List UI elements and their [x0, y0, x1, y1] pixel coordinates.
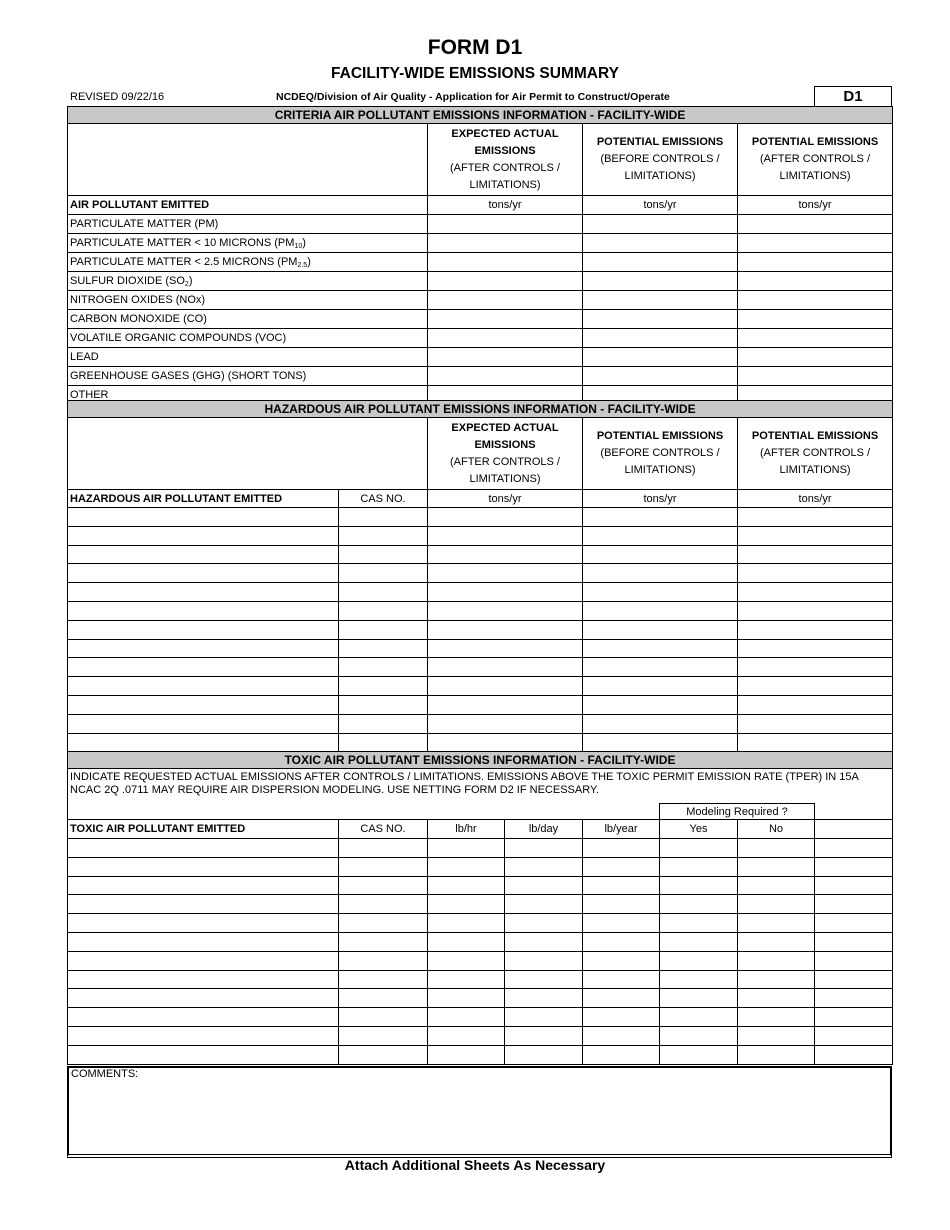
lb-hr-cell[interactable] [428, 857, 505, 876]
tap-name-cell[interactable] [68, 932, 339, 951]
lb-year-cell[interactable] [583, 857, 660, 876]
emission-input-cell[interactable] [428, 714, 583, 733]
revision-date: REVISED 09/22/16 [70, 91, 165, 103]
modeling-no-cell[interactable] [738, 932, 815, 951]
tap-name-cell[interactable] [68, 970, 339, 989]
hap-row [68, 695, 893, 714]
modeling-yes-cell[interactable] [660, 1026, 738, 1045]
emission-input-cell[interactable] [738, 620, 893, 639]
footer-note: Attach Additional Sheets As Necessary [344, 1157, 606, 1173]
hazardous-column-headers [68, 418, 893, 490]
modeling-no-cell[interactable] [738, 1008, 815, 1027]
hap-row [68, 545, 893, 564]
lb-year-header: lb/year [583, 820, 660, 839]
column-header-qualifier: (AFTER CONTROLS / LIMITATIONS) [760, 447, 871, 476]
cas-cell[interactable] [339, 876, 428, 895]
emission-input-cell[interactable] [738, 658, 893, 677]
tap-row [68, 876, 893, 895]
column-header-2 [583, 124, 738, 196]
lb-day-cell[interactable] [505, 876, 583, 895]
extra-cell[interactable] [815, 914, 893, 933]
emission-input-cell[interactable] [583, 508, 738, 527]
pollutant-row [68, 234, 893, 253]
emission-input-cell[interactable] [738, 215, 893, 234]
lb-hr-cell[interactable] [428, 932, 505, 951]
cas-cell[interactable] [339, 545, 428, 564]
tap-name-cell[interactable] [68, 989, 339, 1008]
emission-input-cell[interactable] [738, 291, 893, 310]
modeling-yes-cell[interactable] [660, 839, 738, 858]
emission-input-cell[interactable] [583, 253, 738, 272]
lb-hr-cell[interactable] [428, 914, 505, 933]
lb-day-header: lb/day [505, 820, 583, 839]
column-header-qualifier: (BEFORE CONTROLS / LIMITATIONS) [600, 153, 720, 182]
criteria-column-headers [68, 124, 893, 196]
lb-year-cell[interactable] [583, 839, 660, 858]
cas-cell[interactable] [339, 1026, 428, 1045]
lb-day-cell[interactable] [505, 951, 583, 970]
cas-cell[interactable] [339, 508, 428, 527]
modeling-yes-cell[interactable] [660, 1008, 738, 1027]
emission-input-cell[interactable] [583, 234, 738, 253]
cas-cell[interactable] [339, 857, 428, 876]
unit-label: tons/yr [583, 196, 738, 215]
pollutant-label: LEAD [68, 348, 428, 367]
cas-cell[interactable] [339, 658, 428, 677]
emission-input-cell[interactable] [428, 367, 583, 386]
spacer-cell [815, 804, 893, 820]
hap-row [68, 583, 893, 602]
cas-cell[interactable] [339, 564, 428, 583]
emission-input-cell[interactable] [738, 329, 893, 348]
lb-day-cell[interactable] [505, 839, 583, 858]
yes-header: Yes [660, 820, 738, 839]
criteria-table [67, 106, 893, 405]
emission-input-cell[interactable] [583, 215, 738, 234]
hap-header: HAZARDOUS AIR POLLUTANT EMITTED [68, 490, 339, 508]
lb-year-cell[interactable] [583, 914, 660, 933]
emission-input-cell[interactable] [428, 658, 583, 677]
form-subtitle: FACILITY-WIDE EMISSIONS SUMMARY [331, 65, 619, 82]
extra-cell[interactable] [815, 970, 893, 989]
emission-input-cell[interactable] [738, 310, 893, 329]
emission-input-cell[interactable] [738, 272, 893, 291]
pollutant-label: OTHER [68, 386, 428, 405]
emission-input-cell[interactable] [738, 545, 893, 564]
lb-hr-cell[interactable] [428, 970, 505, 989]
cas-cell[interactable] [339, 1045, 428, 1064]
lb-year-cell[interactable] [583, 970, 660, 989]
modeling-no-cell[interactable] [738, 1045, 815, 1064]
modeling-no-cell[interactable] [738, 989, 815, 1008]
lb-year-cell[interactable] [583, 895, 660, 914]
tap-name-cell[interactable] [68, 895, 339, 914]
cas-cell[interactable] [339, 895, 428, 914]
cas-cell[interactable] [339, 932, 428, 951]
lb-day-cell[interactable] [505, 1045, 583, 1064]
tap-row [68, 1026, 893, 1045]
hap-row [68, 508, 893, 527]
cas-cell[interactable] [339, 839, 428, 858]
column-header-1 [428, 418, 583, 490]
extra-cell[interactable] [815, 1045, 893, 1064]
emission-input-cell[interactable] [738, 677, 893, 696]
emission-input-cell[interactable] [583, 545, 738, 564]
cas-cell[interactable] [339, 526, 428, 545]
emission-input-cell[interactable] [738, 564, 893, 583]
tap-row [68, 839, 893, 858]
hap-name-cell[interactable] [68, 601, 339, 620]
emission-input-cell[interactable] [583, 620, 738, 639]
lb-day-cell[interactable] [505, 970, 583, 989]
emission-input-cell[interactable] [428, 639, 583, 658]
emission-input-cell[interactable] [738, 234, 893, 253]
unit-label: tons/yr [738, 490, 893, 508]
emission-input-cell[interactable] [583, 714, 738, 733]
hap-name-cell[interactable] [68, 620, 339, 639]
emission-input-cell[interactable] [738, 583, 893, 602]
lb-hr-cell[interactable] [428, 951, 505, 970]
extra-cell[interactable] [815, 932, 893, 951]
no-header: No [738, 820, 815, 839]
hap-name-cell[interactable] [68, 564, 339, 583]
pollutant-label: SULFUR DIOXIDE $(SO_2)$ [68, 272, 428, 291]
hap-row [68, 639, 893, 658]
emission-input-cell[interactable] [583, 677, 738, 696]
emission-input-cell[interactable] [583, 583, 738, 602]
hap-row [68, 677, 893, 696]
lb-day-cell[interactable] [505, 1008, 583, 1027]
hazardous-units-row [68, 490, 893, 508]
modeling-yes-cell[interactable] [660, 895, 738, 914]
hap-row [68, 714, 893, 733]
hap-name-cell[interactable] [68, 545, 339, 564]
emission-input-cell[interactable] [428, 291, 583, 310]
emission-input-cell[interactable] [428, 620, 583, 639]
extra-cell[interactable] [815, 951, 893, 970]
spacer-cell [68, 804, 660, 820]
pollutant-label: PARTICULATE MATTER < 10 MICRONS $(PM_{10})$ [68, 234, 428, 253]
emission-input-cell[interactable] [428, 583, 583, 602]
lb-year-cell[interactable] [583, 989, 660, 1008]
lb-year-cell[interactable] [583, 1045, 660, 1064]
emission-input-cell[interactable] [738, 714, 893, 733]
tap-row [68, 895, 893, 914]
modeling-yes-cell[interactable] [660, 970, 738, 989]
comments-label: COMMENTS: [71, 1068, 139, 1080]
tap-name-cell[interactable] [68, 839, 339, 858]
emission-input-cell[interactable] [738, 695, 893, 714]
modeling-yes-cell[interactable] [660, 914, 738, 933]
lb-hr-cell[interactable] [428, 1008, 505, 1027]
tap-header: TOXIC AIR POLLUTANT EMITTED [68, 820, 339, 839]
toxic-instructions: INDICATE REQUESTED ACTUAL EMISSIONS AFTER CONTROLS / LIMITATIONS. EMISSIONS ABOVE THE TOXIC PERMIT EMISSION RATE (TPER) IN 15A NCAC 2Q .0711 MAY REQUIRE AIR DISPERSION MODELING. USE NETTING FORM D2 IF NECESSARY. [68, 769, 893, 804]
lb-year-cell[interactable] [583, 876, 660, 895]
emission-input-cell[interactable] [428, 272, 583, 291]
lb-day-cell[interactable] [505, 895, 583, 914]
unit-label: tons/yr [428, 490, 583, 508]
cas-cell[interactable] [339, 970, 428, 989]
modeling-no-cell[interactable] [738, 951, 815, 970]
hap-row [68, 658, 893, 677]
emission-input-cell[interactable] [738, 348, 893, 367]
emission-input-cell[interactable] [583, 601, 738, 620]
column-header-title: POTENTIAL EMISSIONS [751, 430, 879, 442]
cas-header: CAS NO. [339, 490, 428, 508]
hap-row [68, 564, 893, 583]
tap-name-cell[interactable] [68, 876, 339, 895]
modeling-no-cell[interactable] [738, 839, 815, 858]
lb-hr-cell[interactable] [428, 876, 505, 895]
pollutant-row [68, 310, 893, 329]
emission-input-cell[interactable] [583, 639, 738, 658]
air-pollutant-header: AIR POLLUTANT EMITTED [68, 196, 428, 215]
lb-hr-cell[interactable] [428, 1026, 505, 1045]
column-header-1 [428, 124, 583, 196]
emission-input-cell[interactable] [428, 508, 583, 527]
emission-input-cell[interactable] [428, 234, 583, 253]
modeling-yes-cell[interactable] [660, 876, 738, 895]
emission-input-cell[interactable] [738, 733, 893, 752]
column-header-qualifier: (AFTER CONTROLS / LIMITATIONS) [449, 455, 560, 485]
hap-row [68, 526, 893, 545]
emission-input-cell[interactable] [583, 564, 738, 583]
emission-input-cell[interactable] [583, 695, 738, 714]
column-header-3 [738, 124, 893, 196]
emission-input-cell[interactable] [428, 733, 583, 752]
extra-cell[interactable] [815, 839, 893, 858]
emission-input-cell[interactable] [428, 348, 583, 367]
pollutant-row [68, 348, 893, 367]
subscript: 2 [184, 281, 189, 288]
modeling-no-cell[interactable] [738, 914, 815, 933]
pollutant-row [68, 329, 893, 348]
cas-cell[interactable] [339, 733, 428, 752]
tap-row [68, 1045, 893, 1064]
tap-name-cell[interactable] [68, 914, 339, 933]
modeling-yes-cell[interactable] [660, 1045, 738, 1064]
emission-input-cell[interactable] [583, 329, 738, 348]
toxic-table [67, 751, 893, 1065]
hap-name-cell[interactable] [68, 677, 339, 696]
emission-input-cell[interactable] [428, 310, 583, 329]
extra-cell[interactable] [815, 876, 893, 895]
emission-input-cell[interactable] [583, 291, 738, 310]
cas-cell[interactable] [339, 620, 428, 639]
pollutant-row [68, 215, 893, 234]
tap-name-cell[interactable] [68, 857, 339, 876]
pollutant-label: NITROGEN OXIDES (NOx) [68, 291, 428, 310]
hap-name-cell[interactable] [68, 658, 339, 677]
cas-cell[interactable] [339, 1008, 428, 1027]
pollutant-row [68, 367, 893, 386]
emission-input-cell[interactable] [583, 367, 738, 386]
modeling-no-cell[interactable] [738, 1026, 815, 1045]
hap-row [68, 620, 893, 639]
emission-input-cell[interactable] [428, 677, 583, 696]
emission-input-cell[interactable] [428, 526, 583, 545]
hap-name-cell[interactable] [68, 695, 339, 714]
hap-row [68, 733, 893, 752]
subscript: 10 [294, 243, 303, 250]
emission-input-cell[interactable] [583, 526, 738, 545]
lb-day-cell[interactable] [505, 914, 583, 933]
extra-cell[interactable] [815, 857, 893, 876]
hap-name-cell[interactable] [68, 733, 339, 752]
column-header-title: EXPECTED ACTUAL EMISSIONS [451, 421, 559, 451]
modeling-no-cell[interactable] [738, 970, 815, 989]
tap-row [68, 914, 893, 933]
hap-name-cell[interactable] [68, 526, 339, 545]
pollutant-label: VOLATILE ORGANIC COMPOUNDS (VOC) [68, 329, 428, 348]
cas-cell[interactable] [339, 714, 428, 733]
emission-input-cell[interactable] [428, 329, 583, 348]
tap-name-cell[interactable] [68, 1026, 339, 1045]
emission-input-cell[interactable] [738, 526, 893, 545]
toxic-section-title: TOXIC AIR POLLUTANT EMISSIONS INFORMATION - FACILITY-WIDE [68, 752, 893, 769]
column-header-title: EXPECTED ACTUAL EMISSIONS [451, 127, 559, 157]
pollutant-label: GREENHOUSE GASES (GHG) (SHORT TONS) [68, 367, 428, 386]
column-header-title: POTENTIAL EMISSIONS [596, 430, 724, 442]
hap-name-cell[interactable] [68, 508, 339, 527]
lb-year-cell[interactable] [583, 1026, 660, 1045]
lb-hr-cell[interactable] [428, 839, 505, 858]
emission-input-cell[interactable] [428, 215, 583, 234]
agency-line: NCDEQ/Division of Air Quality - Application for Air Permit to Construct/Operate [276, 91, 670, 103]
pollutant-row [68, 272, 893, 291]
lb-day-cell[interactable] [505, 989, 583, 1008]
column-header-2 [583, 418, 738, 490]
form-id-box: D1 [814, 86, 892, 106]
emission-input-cell[interactable] [428, 601, 583, 620]
extra-cell[interactable] [815, 989, 893, 1008]
column-header-qualifier: (AFTER CONTROLS / LIMITATIONS) [760, 153, 871, 182]
unit-label: tons/yr [428, 196, 583, 215]
extra-cell[interactable] [815, 1008, 893, 1027]
hap-row [68, 601, 893, 620]
hap-name-cell[interactable] [68, 639, 339, 658]
modeling-no-cell[interactable] [738, 857, 815, 876]
modeling-no-cell[interactable] [738, 876, 815, 895]
modeling-yes-cell[interactable] [660, 989, 738, 1008]
tap-name-cell[interactable] [68, 951, 339, 970]
comments-box[interactable] [67, 1066, 892, 1158]
tap-row [68, 970, 893, 989]
tap-name-cell[interactable] [68, 1008, 339, 1027]
column-header-title: POTENTIAL EMISSIONS [596, 136, 724, 148]
pollutant-label: CARBON MONOXIDE (CO) [68, 310, 428, 329]
lb-hr-cell[interactable] [428, 989, 505, 1008]
modeling-yes-cell[interactable] [660, 932, 738, 951]
lb-hr-cell[interactable] [428, 895, 505, 914]
emission-input-cell[interactable] [428, 695, 583, 714]
lb-year-cell[interactable] [583, 932, 660, 951]
emission-input-cell[interactable] [738, 508, 893, 527]
tap-row [68, 857, 893, 876]
emission-input-cell[interactable] [428, 564, 583, 583]
blank-header-cell [68, 418, 428, 490]
cas-cell[interactable] [339, 951, 428, 970]
column-header-3 [738, 418, 893, 490]
unit-label: tons/yr [583, 490, 738, 508]
emission-input-cell[interactable] [583, 348, 738, 367]
cas-header: CAS NO. [339, 820, 428, 839]
pollutant-label: PARTICULATE MATTER (PM) [68, 215, 428, 234]
tap-name-cell[interactable] [68, 1045, 339, 1064]
emission-input-cell[interactable] [738, 367, 893, 386]
cas-cell[interactable] [339, 695, 428, 714]
form-title: FORM D1 [427, 36, 523, 59]
criteria-section-title: CRITERIA AIR POLLUTANT EMISSIONS INFORMATION - FACILITY-WIDE [68, 107, 893, 124]
emission-input-cell[interactable] [428, 253, 583, 272]
modeling-yes-cell[interactable] [660, 857, 738, 876]
cas-cell[interactable] [339, 583, 428, 602]
emission-input-cell[interactable] [738, 601, 893, 620]
blank-header-cell [815, 820, 893, 839]
column-header-title: POTENTIAL EMISSIONS [751, 136, 879, 148]
emission-input-cell[interactable] [583, 733, 738, 752]
emission-input-cell[interactable] [738, 639, 893, 658]
cas-cell[interactable] [339, 601, 428, 620]
hazardous-table [67, 400, 893, 752]
lb-year-cell[interactable] [583, 1008, 660, 1027]
column-header-qualifier: (AFTER CONTROLS / LIMITATIONS) [449, 161, 560, 191]
emission-input-cell[interactable] [428, 545, 583, 564]
tap-row [68, 989, 893, 1008]
emission-input-cell[interactable] [583, 310, 738, 329]
column-header-qualifier: (BEFORE CONTROLS / LIMITATIONS) [600, 447, 720, 476]
modeling-no-cell[interactable] [738, 895, 815, 914]
cas-cell[interactable] [339, 914, 428, 933]
hap-name-cell[interactable] [68, 583, 339, 602]
lb-hr-header: lb/hr [428, 820, 505, 839]
unit-label: tons/yr [738, 196, 893, 215]
extra-cell[interactable] [815, 1026, 893, 1045]
pollutant-row [68, 291, 893, 310]
emission-input-cell[interactable] [583, 658, 738, 677]
extra-cell[interactable] [815, 895, 893, 914]
emission-input-cell[interactable] [738, 253, 893, 272]
lb-year-cell[interactable] [583, 951, 660, 970]
subscript: 2.5 [297, 262, 308, 269]
lb-day-cell[interactable] [505, 857, 583, 876]
modeling-yes-cell[interactable] [660, 951, 738, 970]
criteria-units-row [68, 196, 893, 215]
lb-day-cell[interactable] [505, 932, 583, 951]
hazardous-section-title: HAZARDOUS AIR POLLUTANT EMISSIONS INFORMATION - FACILITY-WIDE [68, 401, 893, 418]
modeling-required-header: Modeling Required ? [660, 804, 815, 820]
cas-cell[interactable] [339, 677, 428, 696]
hap-name-cell[interactable] [68, 714, 339, 733]
blank-header-cell [68, 124, 428, 196]
tap-row [68, 1008, 893, 1027]
tap-row [68, 951, 893, 970]
lb-hr-cell[interactable] [428, 1045, 505, 1064]
cas-cell[interactable] [339, 989, 428, 1008]
tap-row [68, 932, 893, 951]
emission-input-cell[interactable] [583, 272, 738, 291]
pollutant-row [68, 253, 893, 272]
lb-day-cell[interactable] [505, 1026, 583, 1045]
cas-cell[interactable] [339, 639, 428, 658]
pollutant-label: PARTICULATE MATTER < 2.5 MICRONS $(PM_{2.5})$ [68, 253, 428, 272]
